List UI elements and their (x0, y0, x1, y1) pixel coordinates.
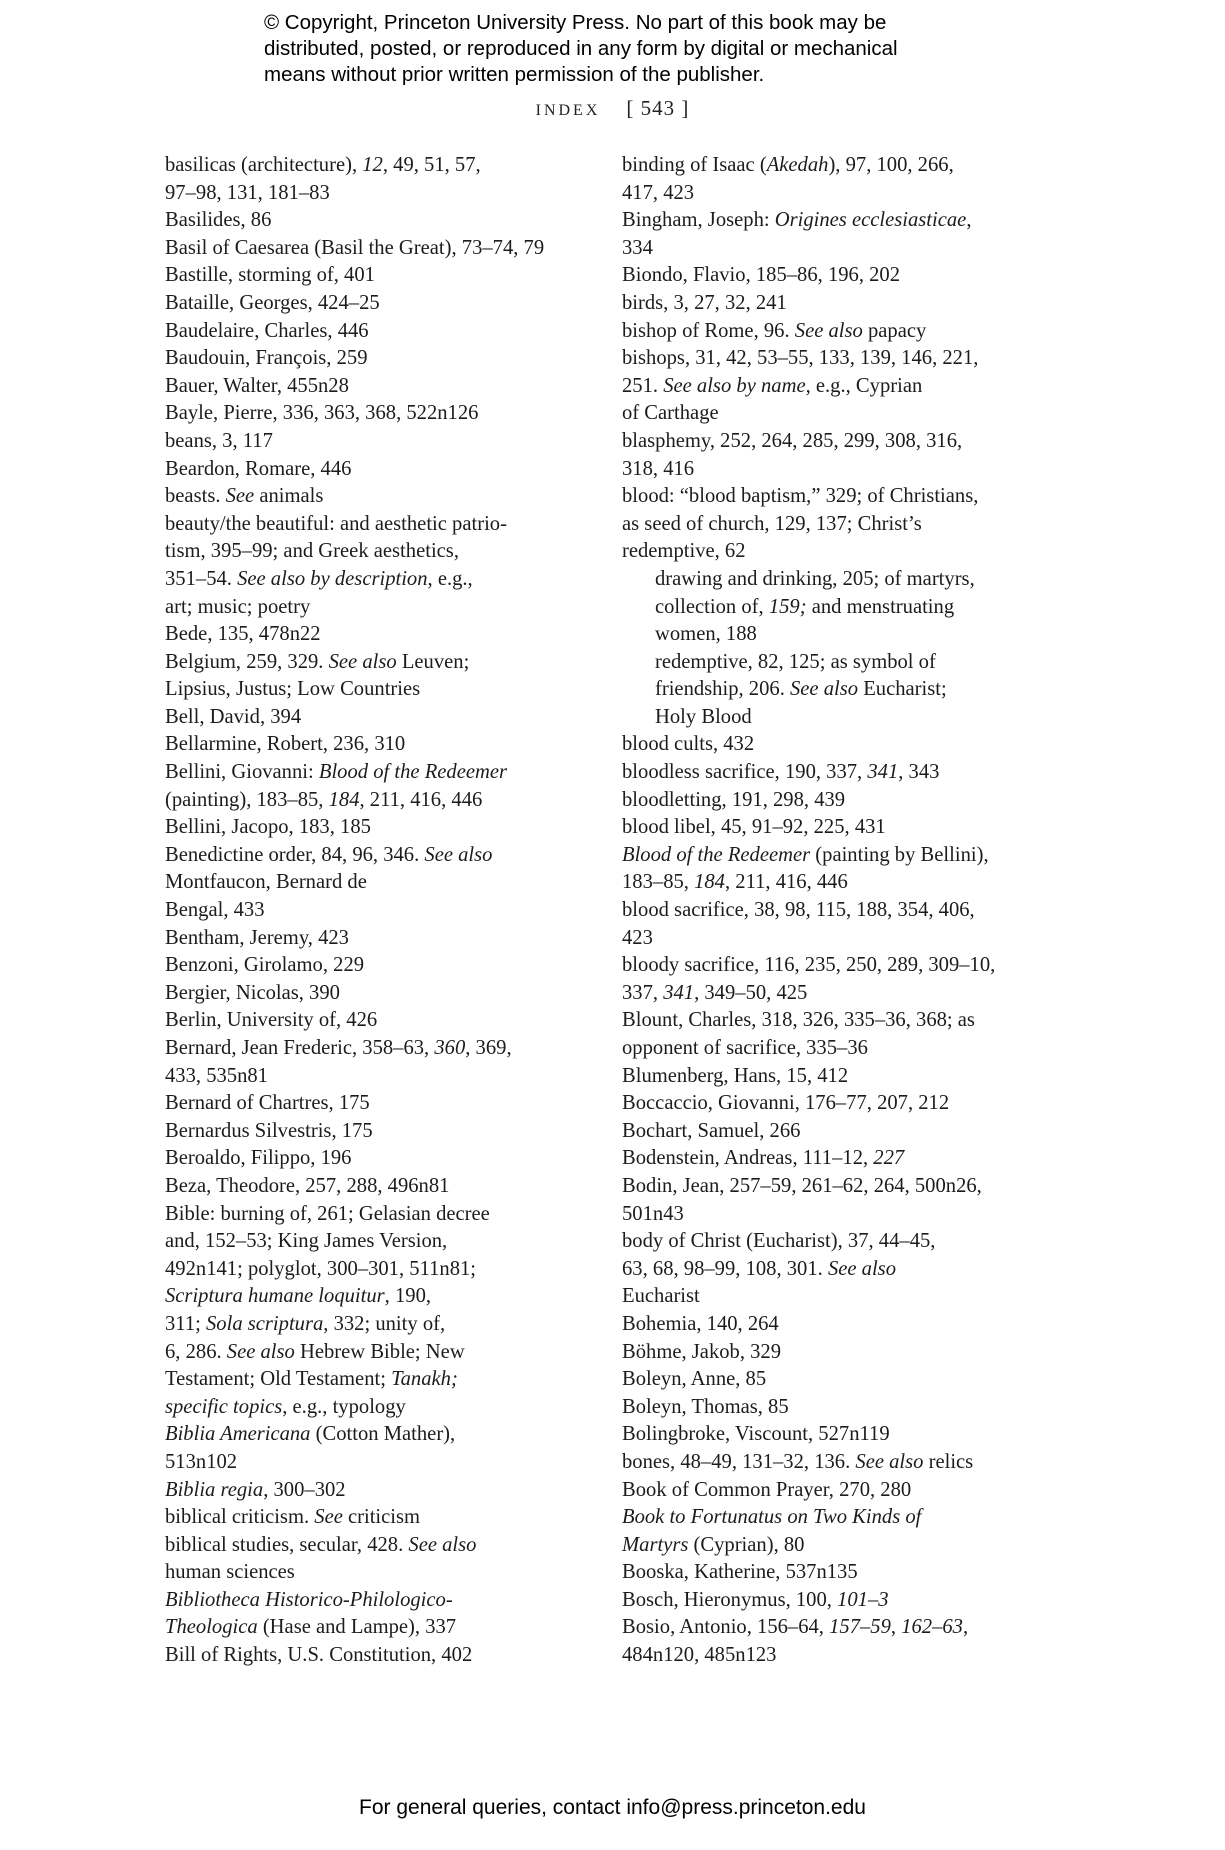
running-head (0, 96, 1225, 121)
index-entry: blood sacrifice, 38, 98, 115, 188, 354, 406, 423 (622, 899, 975, 949)
index-entry: Baudelaire, Charles, 446 (165, 319, 369, 342)
copyright-notice (264, 10, 1024, 88)
index-entry: Berlin, University of, 426 (165, 1009, 378, 1032)
index-entry: Boccaccio, Giovanni, 176–77, 207, 212 (622, 1092, 950, 1115)
copyright-line: © Copyright, Princeton University Press. No part of this book may be (264, 11, 887, 34)
index-entry: Beroaldo, Filippo, 196 (165, 1147, 352, 1170)
index-entry: blasphemy, 252, 264, 285, 299, 308, 316, 318, 416 (622, 429, 963, 480)
index-entry: Bochart, Samuel, 266 (622, 1119, 801, 1142)
index-entry: Benedictine order, 84, 96, 346. See also Montfaucon, Bernard de (165, 843, 493, 894)
index-entry: Bede, 135, 478n22 (165, 623, 321, 646)
index-entry: beans, 3, 117 (165, 429, 273, 452)
index-entry: Bernardus Silvestris, 175 (165, 1119, 373, 1142)
running-head-label: INDEX (535, 102, 601, 119)
index-entry: Biondo, Flavio, 185–86, 196, 202 (622, 264, 901, 287)
index-entry: Benzoni, Girolamo, 229 (165, 954, 365, 977)
index-entry: Bastille, storming of, 401 (165, 264, 375, 287)
index-entry: Baudouin, François, 259 (165, 347, 368, 370)
copyright-line: means without prior written permission of the publisher. (264, 63, 765, 86)
index-entry: Bauer, Walter, 455n28 (165, 374, 349, 397)
index-entry: Böhme, Jakob, 329 (622, 1340, 782, 1363)
index-entry: bloody sacrifice, 116, 235, 250, 289, 309–10, 337, 341, 349–50, 425 (622, 954, 996, 1004)
footer-contact: For general queries, contact info@press.princeton.edu (359, 1796, 866, 1819)
index-entry: body of Christ (Eucharist), 37, 44–45, 63, 68, 98–99, 108, 301. See also Eucharist (622, 1230, 936, 1308)
index-entry: Bohemia, 140, 264 (622, 1312, 779, 1335)
index-entry: Belgium, 259, 329. See also Leuven; Lipsius, Justus; Low Countries (165, 650, 470, 701)
index-entry: Bentham, Jeremy, 423 (165, 926, 349, 949)
index-column-right (622, 152, 1042, 1670)
index-entry: basilicas (architecture), 12, 49, 51, 57, 97–98, 131, 181–83 (165, 154, 481, 204)
index-entry: Bellini, Jacopo, 183, 185 (165, 816, 371, 839)
index-entry: Bodenstein, Andreas, 111–12, 227 (622, 1147, 905, 1170)
index-entry: binding of Isaac (Akedah), 97, 100, 266, 417, 423 (622, 154, 954, 204)
index-entry: Biblia Americana (Cotton Mather), 513n102 (165, 1423, 456, 1473)
index-entry: biblical studies, secular, 428. See also human sciences (165, 1533, 477, 1584)
index-entry: bishop of Rome, 96. See also papacy (622, 319, 927, 342)
index-entry: Bolingbroke, Viscount, 527n119 (622, 1423, 890, 1446)
index-entry: Bodin, Jean, 257–59, 261–62, 264, 500n26, 501n43 (622, 1174, 982, 1225)
index-entry: Bosio, Antonio, 156–64, 157–59, 162–63, 484n120, 485n123 (622, 1616, 969, 1667)
index-entry: bishops, 31, 42, 53–55, 133, 139, 146, 221, 251. See also by name, e.g., Cyprian of Carthage (622, 347, 979, 425)
index-entry: Boleyn, Thomas, 85 (622, 1395, 789, 1418)
copyright-line: distributed, posted, or reproduced in any form by digital or mechanical (264, 37, 898, 60)
index-entry: blood libel, 45, 91–92, 225, 431 (622, 816, 886, 839)
index-entry: Bell, David, 394 (165, 705, 302, 728)
index-entry: Basilides, 86 (165, 209, 272, 232)
index-entry: Biblia regia, 300–302 (165, 1478, 346, 1501)
index-entry: bones, 48–49, 131–32, 136. See also relics (622, 1450, 974, 1473)
index-entry: Basil of Caesarea (Basil the Great), 73–74, 79 (165, 236, 545, 259)
index-entry: Bosch, Hieronymus, 100, 101–3 (622, 1588, 889, 1611)
index-entry: Beza, Theodore, 257, 288, 496n81 (165, 1174, 450, 1197)
index-entry: Bayle, Pierre, 336, 363, 368, 522n126 (165, 402, 479, 425)
index-entry: Blumenberg, Hans, 15, 412 (622, 1064, 849, 1087)
index-entry: Booska, Katherine, 537n135 (622, 1561, 858, 1584)
index-entry: Bill of Rights, U.S. Constitution, 402 (165, 1644, 473, 1667)
index-entry: biblical criticism. See criticism (165, 1506, 421, 1529)
index-entry: Bellini, Giovanni: Blood of the Redeemer (painting), 183–85, 184, 211, 416, 446 (165, 761, 508, 811)
page-number: [ 543 ] (626, 96, 690, 120)
index-entry: blood: “blood baptism,” 329; of Christians, as seed of church, 129, 137; Christ’s redemptive, 62 (622, 485, 979, 563)
index-subentry: drawing and drinking, 205; of martyrs, collection of, 159; and menstruating women, 188 (655, 567, 975, 646)
index-entry: beasts. See animals (165, 485, 324, 508)
index-entry: birds, 3, 27, 32, 241 (622, 291, 787, 314)
index-entry: Beardon, Romare, 446 (165, 457, 352, 480)
index-entry: Boleyn, Anne, 85 (622, 1368, 767, 1391)
index-entry: bloodless sacrifice, 190, 337, 341, 343 (622, 761, 940, 784)
index-entry: Bataille, Georges, 424–25 (165, 291, 380, 314)
index-entry: Bergier, Nicolas, 390 (165, 981, 340, 1004)
index-entry: Bingham, Joseph: Origines ecclesiasticae, 334 (622, 209, 972, 259)
index-entry: Bibliotheca Historico-Philologico- Theologica (Hase and Lampe), 337 (165, 1588, 457, 1639)
index-entry: Bible: burning of, 261; Gelasian decree and, 152–53; King James Version, 492n141; polyglot, 300–301, 511n81; Scriptura humane loquitur, 190, 311; Sola scriptura, 332; unity of, 6, 286. See also Hebrew Bible; New Testament; Old Testament; Tanakh; specific topics, e.g., typology (165, 1202, 490, 1418)
index-entry: Bernard of Chartres, 175 (165, 1092, 370, 1115)
index-entry: Book to Fortunatus on Two Kinds of Martyrs (Cyprian), 80 (622, 1506, 922, 1556)
index-entry: blood cults, 432 (622, 733, 755, 756)
index-entry: Blount, Charles, 318, 326, 335–36, 368; as opponent of sacrifice, 335–36 (622, 1009, 975, 1059)
index-subentry: redemptive, 82, 125; as symbol of friendship, 206. See also Eucharist; Holy Blood (655, 650, 947, 728)
index-entry: Book of Common Prayer, 270, 280 (622, 1478, 912, 1501)
index-entry: Bengal, 433 (165, 899, 265, 922)
index-column-left (165, 152, 585, 1670)
index-entry: Bellarmine, Robert, 236, 310 (165, 733, 406, 756)
index-entry: Bernard, Jean Frederic, 358–63, 360, 369, 433, 535n81 (165, 1037, 512, 1087)
index-entry: bloodletting, 191, 298, 439 (622, 788, 846, 811)
index-entry: Blood of the Redeemer (painting by Bellini), 183–85, 184, 211, 416, 446 (622, 843, 989, 894)
index-entry: beauty/the beautiful: and aesthetic patrio- tism, 395–99; and Greek aesthetics, 351–54. See also by description, e.g., art; music; poetry (165, 512, 507, 618)
